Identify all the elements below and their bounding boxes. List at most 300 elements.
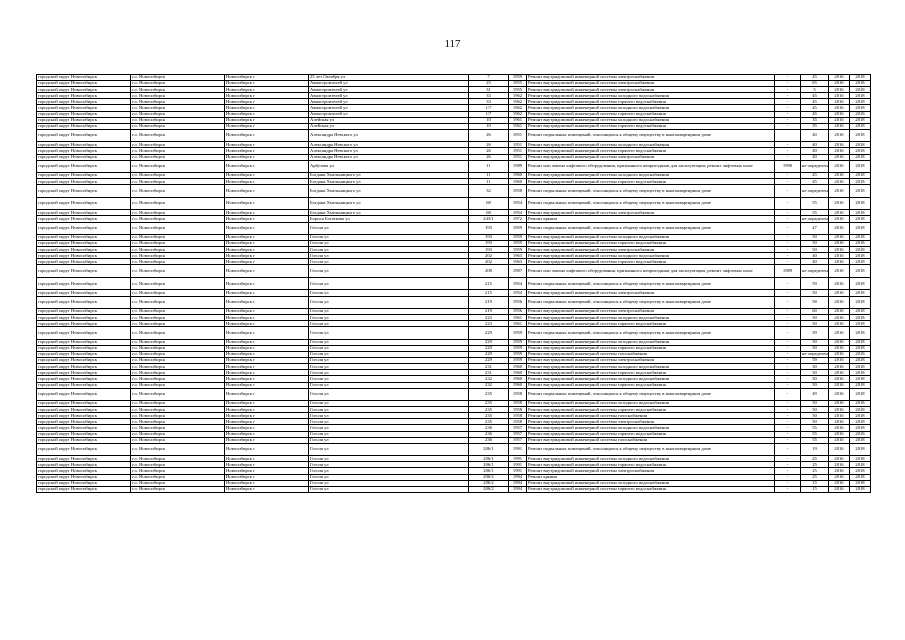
cell-settlement: г.о. Новосибирск xyxy=(131,241,225,247)
cell-amount: 50 xyxy=(801,419,829,425)
cell-work-year: - xyxy=(775,296,801,309)
cell-year-built: 1963 xyxy=(509,259,527,265)
cell-year-built: 1961 xyxy=(509,315,527,321)
cell-start-year: 2016 xyxy=(829,117,850,123)
cell-year-built: 1961 xyxy=(509,117,527,123)
cell-work: Ремонт внутридомовой инженерной системы газоснабжения xyxy=(527,413,775,419)
cell-start-year: 2016 xyxy=(829,75,850,81)
cell-amount: не определен xyxy=(802,351,828,357)
cell-street: Гоголя ул xyxy=(309,486,469,492)
cell-work: Ремонт внутридомовой инженерной системы горячего водоснабжения xyxy=(527,370,775,376)
cell-start-year: 2016 xyxy=(829,296,850,309)
cell-street: Гоголя ул xyxy=(309,315,469,321)
cell-city: Новосибирск г xyxy=(225,376,309,382)
cell-end-year: 2018 xyxy=(850,197,871,210)
cell-amount: 5 xyxy=(801,87,829,93)
cell-amount: 55 xyxy=(801,425,829,431)
cell-street: Авиастроителей ул xyxy=(309,111,469,117)
cell-house: 231 xyxy=(469,364,509,370)
cell-end-year: 2018 xyxy=(850,315,871,321)
cell-year-built: 1955 xyxy=(509,81,527,87)
cell-city: Новосибирск г xyxy=(225,123,309,129)
cell-work-year: - xyxy=(775,241,801,247)
cell-house: 229 xyxy=(469,345,509,351)
cell-amount: не определен xyxy=(801,160,829,173)
cell-municipality: городской округ Новосибирск xyxy=(37,105,131,111)
cell-house: 236 xyxy=(469,437,509,443)
cell-work-year: - xyxy=(775,468,801,474)
cell-street: Гоголя ул xyxy=(309,419,469,425)
cell-settlement: г.о. Новосибирск xyxy=(131,142,225,148)
cell-amount: 40 xyxy=(801,129,829,142)
cell-settlement: г.о. Новосибирск xyxy=(131,364,225,370)
cell-amount: 59 xyxy=(801,277,829,290)
cell-work: Ремонт внутридомовой инженерной системы горячего водоснабжения xyxy=(527,241,775,247)
cell-municipality: городской округ Новосибирск xyxy=(37,376,131,382)
cell-house: 11 xyxy=(469,160,509,173)
cell-house: 206/1 xyxy=(469,456,509,462)
cell-year-built: 1961 xyxy=(509,123,527,129)
cell-start-year: 2016 xyxy=(829,413,850,419)
cell-work-year: - xyxy=(775,259,801,265)
cell-municipality: городской округ Новосибирск xyxy=(37,117,131,123)
cell-house: 229 xyxy=(469,358,509,364)
cell-work-year: - xyxy=(775,388,801,401)
cell-end-year: 2018 xyxy=(850,265,871,278)
cell-end-year: 2018 xyxy=(850,364,871,370)
cell-street: Гоголя ул xyxy=(309,309,469,315)
cell-city: Новосибирск г xyxy=(225,142,309,148)
cell-end-year: 2018 xyxy=(850,87,871,93)
cell-end-year: 2018 xyxy=(850,327,871,340)
cell-settlement: г.о. Новосибирск xyxy=(131,123,225,129)
cell-year-built: 1959 xyxy=(509,327,527,340)
cell-work-year: - xyxy=(775,197,801,210)
cell-city: Новосибирск г xyxy=(225,370,309,376)
cell-city: Новосибирск г xyxy=(225,235,309,241)
cell-work: Ремонт подвальных помещений, относящихся к общему имуществу в многоквартирном доме xyxy=(527,222,775,235)
cell-work: Ремонт внутридомовой инженерной системы электроснабжения xyxy=(527,81,775,87)
cell-end-year: 2018 xyxy=(850,425,871,431)
cell-work-year: - xyxy=(775,321,801,327)
table-row xyxy=(37,222,871,235)
cell-house: 219 xyxy=(469,296,509,309)
cell-work-year: - xyxy=(775,401,801,407)
cell-street: Гоголя ул xyxy=(309,364,469,370)
cell-year-built: 1963 xyxy=(509,253,527,259)
cell-house: 236 xyxy=(469,425,509,431)
cell-settlement: г.о. Новосибирск xyxy=(131,358,225,364)
cell-street: Гоголя ул xyxy=(309,265,469,278)
cell-house: 232 xyxy=(469,382,509,388)
cell-settlement: г.о. Новосибирск xyxy=(131,222,225,235)
cell-year-built: 1955 xyxy=(509,87,527,93)
cell-work: Ремонт подвальных помещений, относящихся к общему имуществу в многоквартирном доме xyxy=(527,388,775,401)
cell-municipality: городской округ Новосибирск xyxy=(37,75,131,81)
cell-amount: 50 xyxy=(801,413,829,419)
cell-city: Новосибирск г xyxy=(225,413,309,419)
cell-start-year: 2016 xyxy=(829,265,850,278)
cell-end-year: 2018 xyxy=(850,309,871,315)
cell-amount: 65 xyxy=(801,81,829,87)
cell-city: Новосибирск г xyxy=(225,480,309,486)
cell-end-year: 2018 xyxy=(850,352,871,358)
cell-street: Гоголя ул xyxy=(309,462,469,468)
cell-start-year: 2016 xyxy=(829,339,850,345)
cell-city: Новосибирск г xyxy=(225,364,309,370)
cell-municipality: городской округ Новосибирск xyxy=(37,382,131,388)
cell-year-built: 1958 xyxy=(509,419,527,425)
cell-amount: 50 xyxy=(801,407,829,413)
cell-city: Новосибирск г xyxy=(225,462,309,468)
cell-amount: не определен xyxy=(802,215,828,221)
cell-amount: 39 xyxy=(801,327,829,340)
cell-street: Богдана Хмельницкого ул xyxy=(309,173,469,179)
cell-amount: не определен xyxy=(801,265,829,278)
cell-municipality: городской округ Новосибирск xyxy=(37,173,131,179)
cell-start-year: 2016 xyxy=(829,382,850,388)
cell-work-year: - xyxy=(775,277,801,290)
cell-city: Новосибирск г xyxy=(225,105,309,111)
cell-house: 25 xyxy=(469,81,509,87)
cell-work: Ремонт внутридомовой инженерной системы газоснабжения xyxy=(527,352,775,358)
cell-house: 10 xyxy=(469,123,509,129)
cell-end-year: 2018 xyxy=(850,259,871,265)
cell-house: 26 xyxy=(469,148,509,154)
cell-work-year: - xyxy=(775,253,801,259)
cell-start-year: 2016 xyxy=(829,345,850,351)
cell-start-year: 2016 xyxy=(829,431,850,437)
cell-city: Новосибирск г xyxy=(225,87,309,93)
cell-year-built: 1954 xyxy=(509,277,527,290)
cell-municipality: городской округ Новосибирск xyxy=(37,160,131,173)
cell-year-built: 1991 xyxy=(509,468,527,474)
cell-end-year: 2018 xyxy=(850,413,871,419)
cell-settlement: г.о. Новосибирск xyxy=(131,129,225,142)
cell-city: Новосибирск г xyxy=(225,437,309,443)
cell-work-year: - xyxy=(775,117,801,123)
cell-settlement: г.о. Новосибирск xyxy=(131,468,225,474)
cell-work-year: - xyxy=(775,376,801,382)
cell-start-year: 2016 xyxy=(829,105,850,111)
cell-house: 206/1 xyxy=(469,443,509,456)
cell-city: Новосибирск г xyxy=(225,93,309,99)
cell-settlement: г.о. Новосибирск xyxy=(131,480,225,486)
cell-work: Ремонт или замена лифтового оборудования, признанного непригодным для эксплуатации, ремонт лифтовых шахт xyxy=(527,265,775,278)
cell-work: Ремонт внутридомовой инженерной системы горячего водоснабжения xyxy=(527,111,775,117)
cell-city: Новосибирск г xyxy=(225,160,309,173)
table-row xyxy=(37,443,871,456)
cell-amount: 19 xyxy=(801,443,829,456)
cell-amount: 55 xyxy=(801,210,829,216)
cell-end-year: 2018 xyxy=(850,437,871,443)
cell-work: Ремонт внутридомовой инженерной системы холодного водоснабжения xyxy=(527,339,775,345)
cell-end-year: 2018 xyxy=(850,117,871,123)
cell-house: 236 xyxy=(469,431,509,437)
cell-year-built: 1960 xyxy=(509,173,527,179)
cell-work: Ремонт подвальных помещений, относящихся к общему имуществу в многоквартирном доме xyxy=(527,129,775,142)
cell-work: Ремонт внутридомовой инженерной системы холодного водоснабжения xyxy=(527,117,775,123)
cell-municipality: городской округ Новосибирск xyxy=(37,309,131,315)
cell-street: Александра Невского ул xyxy=(309,129,469,142)
cell-street: Александра Невского ул xyxy=(309,142,469,148)
cell-house: 206/2 xyxy=(469,486,509,492)
cell-year-built: 1958 xyxy=(509,407,527,413)
cell-settlement: г.о. Новосибирск xyxy=(131,247,225,253)
cell-street: Авиастроителей ул xyxy=(309,87,469,93)
cell-end-year: 2018 xyxy=(850,148,871,154)
cell-work-year: - xyxy=(775,419,801,425)
cell-settlement: г.о. Новосибирск xyxy=(131,75,225,81)
cell-settlement: г.о. Новосибирск xyxy=(131,382,225,388)
cell-work-year: - xyxy=(775,462,801,468)
cell-work-year: - xyxy=(775,154,801,160)
cell-city: Новосибирск г xyxy=(225,327,309,340)
cell-start-year: 2016 xyxy=(829,401,850,407)
cell-start-year: 2016 xyxy=(829,327,850,340)
cell-end-year: 2018 xyxy=(850,81,871,87)
cell-work-year: - xyxy=(775,222,801,235)
cell-amount: 50 xyxy=(801,235,829,241)
cell-settlement: г.о. Новосибирск xyxy=(131,370,225,376)
cell-street: Гоголя ул xyxy=(309,456,469,462)
cell-work-year: - xyxy=(775,185,801,198)
cell-municipality: городской округ Новосибирск xyxy=(37,129,131,142)
cell-work: Ремонт внутридомовой инженерной системы электроснабжения xyxy=(527,87,775,93)
cell-municipality: городской округ Новосибирск xyxy=(37,265,131,278)
cell-street: Богдана Хмельницкого ул xyxy=(309,197,469,210)
cell-amount: 15 xyxy=(801,480,829,486)
cell-work: Ремонт внутридомовой инженерной системы горячего водоснабжения xyxy=(527,321,775,327)
table-row xyxy=(37,129,871,142)
cell-end-year: 2018 xyxy=(850,277,871,290)
cell-municipality: городской округ Новосибирск xyxy=(37,315,131,321)
cell-street: Гоголя ул xyxy=(309,259,469,265)
cell-street: 25 лет Октября ул xyxy=(309,75,469,81)
cell-year-built: 1991 xyxy=(509,443,527,456)
cell-settlement: г.о. Новосибирск xyxy=(131,345,225,351)
cell-end-year: 2018 xyxy=(850,486,871,492)
cell-start-year: 2016 xyxy=(829,123,850,129)
cell-street: Авиастроителей ул xyxy=(309,93,469,99)
cell-work: Ремонт внутридомовой инженерной системы электроснабжения xyxy=(527,358,775,364)
cell-house: 31 xyxy=(469,87,509,93)
cell-amount: 50 xyxy=(801,401,829,407)
cell-city: Новосибирск г xyxy=(225,99,309,105)
cell-end-year: 2018 xyxy=(850,185,871,198)
cell-municipality: городской округ Новосибирск xyxy=(37,456,131,462)
cell-start-year: 2016 xyxy=(829,253,850,259)
cell-house: 202 xyxy=(469,253,509,259)
cell-start-year: 2016 xyxy=(829,425,850,431)
table-row xyxy=(37,486,871,492)
cell-settlement: г.о. Новосибирск xyxy=(131,148,225,154)
cell-city: Новосибирск г xyxy=(225,382,309,388)
cell-work: Ремонт крыши xyxy=(527,216,775,222)
cell-municipality: городской округ Новосибирск xyxy=(37,197,131,210)
cell-work-year: - xyxy=(775,315,801,321)
cell-work: Ремонт внутридомовой инженерной системы холодного водоснабжения xyxy=(527,173,775,179)
cell-city: Новосибирск г xyxy=(225,210,309,216)
cell-start-year: 2016 xyxy=(829,419,850,425)
cell-work-year: - xyxy=(775,142,801,148)
cell-amount: 40 xyxy=(801,148,829,154)
cell-amount: 50 xyxy=(801,345,829,351)
cell-municipality: городской округ Новосибирск xyxy=(37,216,131,222)
cell-end-year: 2018 xyxy=(850,93,871,99)
cell-work: Ремонт внутридомовой инженерной системы холодного водоснабжения xyxy=(527,480,775,486)
cell-work: Ремонт внутридомовой инженерной системы холодного водоснабжения xyxy=(527,315,775,321)
cell-municipality: городской округ Новосибирск xyxy=(37,210,131,216)
cell-settlement: г.о. Новосибирск xyxy=(131,259,225,265)
cell-start-year: 2016 xyxy=(829,87,850,93)
cell-municipality: городской округ Новосибирск xyxy=(37,87,131,93)
cell-work-year: - xyxy=(775,443,801,456)
cell-work: Ремонт внутридомовой инженерной системы горячего водоснабжения xyxy=(527,486,775,492)
cell-street: Авиастроителей ул xyxy=(309,99,469,105)
cell-house: 229 xyxy=(469,352,509,358)
cell-settlement: г.о. Новосибирск xyxy=(131,339,225,345)
cell-start-year: 2016 xyxy=(829,370,850,376)
cell-municipality: городской округ Новосибирск xyxy=(37,364,131,370)
cell-settlement: г.о. Новосибирск xyxy=(131,179,225,185)
cell-amount: 45 xyxy=(801,75,829,81)
cell-house: 215 xyxy=(469,290,509,296)
cell-municipality: городской округ Новосибирск xyxy=(37,142,131,148)
cell-start-year: 2016 xyxy=(829,486,850,492)
cell-house: 193 xyxy=(469,241,509,247)
cell-work-year: - xyxy=(775,437,801,443)
cell-year-built: 1994 xyxy=(509,480,527,486)
cell-end-year: 2018 xyxy=(850,241,871,247)
cell-work: Ремонт внутридомовой инженерной системы холодного водоснабжения xyxy=(527,364,775,370)
cell-year-built: 1959 xyxy=(509,247,527,253)
cell-amount: 45 xyxy=(801,99,829,105)
cell-work: Ремонт внутридомовой инженерной системы горячего водоснабжения xyxy=(527,99,775,105)
cell-work-year: - xyxy=(775,413,801,419)
cell-house: 193 xyxy=(469,222,509,235)
cell-settlement: г.о. Новосибирск xyxy=(131,388,225,401)
cell-settlement: г.о. Новосибирск xyxy=(131,437,225,443)
cell-house: 1/7 xyxy=(469,105,509,111)
cell-year-built: 1994 xyxy=(509,486,527,492)
cell-work-year: 1989 xyxy=(775,265,801,278)
cell-year-built: 1962 xyxy=(509,105,527,111)
cell-house: 206/1 xyxy=(469,468,509,474)
cell-settlement: г.о. Новосибирск xyxy=(131,309,225,315)
cell-municipality: городской округ Новосибирск xyxy=(37,247,131,253)
cell-city: Новосибирск г xyxy=(225,81,309,87)
cell-start-year: 2016 xyxy=(829,241,850,247)
cell-start-year: 2016 xyxy=(829,480,850,486)
cell-city: Новосибирск г xyxy=(225,296,309,309)
cell-street: Гоголя ул xyxy=(309,425,469,431)
cell-start-year: 2016 xyxy=(829,111,850,117)
cell-work-year: - xyxy=(775,87,801,93)
table-row xyxy=(37,160,871,173)
cell-end-year: 2018 xyxy=(850,111,871,117)
cell-settlement: г.о. Новосибирск xyxy=(131,321,225,327)
cell-year-built: 1959 xyxy=(509,241,527,247)
cell-work: Ремонт внутридомовой инженерной системы горячего водоснабжения xyxy=(527,462,775,468)
cell-amount: 40 xyxy=(801,259,829,265)
cell-house: 193 xyxy=(469,247,509,253)
cell-year-built: 1956 xyxy=(509,309,527,315)
cell-city: Новосибирск г xyxy=(225,468,309,474)
cell-amount: 15 xyxy=(801,486,829,492)
cell-settlement: г.о. Новосибирск xyxy=(131,296,225,309)
cell-year-built: 1954 xyxy=(509,210,527,216)
cell-municipality: городской округ Новосибирск xyxy=(37,431,131,437)
cell-work: Ремонт внутридомовой инженерной системы горячего водоснабжения xyxy=(527,345,775,351)
cell-municipality: городской округ Новосибирск xyxy=(37,486,131,492)
cell-amount: 59 xyxy=(801,358,829,364)
cell-settlement: г.о. Новосибирск xyxy=(131,443,225,456)
cell-work-year: - xyxy=(775,364,801,370)
cell-municipality: городской округ Новосибирск xyxy=(37,425,131,431)
cell-street: Гоголя ул xyxy=(309,247,469,253)
cell-end-year: 2018 xyxy=(850,443,871,456)
cell-amount: 45 xyxy=(801,111,829,117)
cell-settlement: г.о. Новосибирск xyxy=(131,154,225,160)
cell-municipality: городской округ Новосибирск xyxy=(37,81,131,87)
cell-city: Новосибирск г xyxy=(225,321,309,327)
cell-work: Ремонт внутридомовой инженерной системы холодного водоснабжения xyxy=(527,93,775,99)
cell-work-year: - xyxy=(775,309,801,315)
cell-settlement: г.о. Новосибирск xyxy=(131,81,225,87)
cell-city: Новосибирск г xyxy=(225,290,309,296)
cell-settlement: г.о. Новосибирск xyxy=(131,462,225,468)
cell-end-year: 2018 xyxy=(850,358,871,364)
cell-settlement: г.о. Новосибирск xyxy=(131,407,225,413)
cell-start-year: 2016 xyxy=(829,462,850,468)
cell-amount: 45 xyxy=(801,173,829,179)
cell-end-year: 2018 xyxy=(850,160,871,173)
cell-municipality: городской округ Новосибирск xyxy=(37,185,131,198)
cell-end-year: 2018 xyxy=(850,480,871,486)
cell-settlement: г.о. Новосибирск xyxy=(131,185,225,198)
cell-start-year: 2016 xyxy=(829,160,850,173)
cell-work-year: - xyxy=(775,247,801,253)
cell-work-year: - xyxy=(775,327,801,340)
cell-year-built: 1960 xyxy=(509,376,527,382)
cell-end-year: 2018 xyxy=(850,339,871,345)
cell-settlement: г.о. Новосибирск xyxy=(131,425,225,431)
cell-amount: 30 xyxy=(801,370,829,376)
cell-work-year: - xyxy=(775,474,801,480)
cell-municipality: городской округ Новосибирск xyxy=(37,443,131,456)
cell-city: Новосибирск г xyxy=(225,425,309,431)
cell-house: 32 xyxy=(469,185,509,198)
cell-city: Новосибирск г xyxy=(225,456,309,462)
cell-settlement: г.о. Новосибирск xyxy=(131,253,225,259)
cell-street: Гоголя ул xyxy=(309,443,469,456)
cell-amount: 30 xyxy=(801,364,829,370)
cell-year-built: 1959 xyxy=(509,345,527,351)
cell-work: Ремонт внутридомовой инженерной системы электроснабжения xyxy=(527,154,775,160)
cell-settlement: г.о. Новосибирск xyxy=(131,216,225,222)
cell-settlement: г.о. Новосибирск xyxy=(131,401,225,407)
cell-amount: 47 xyxy=(801,222,829,235)
cell-municipality: городской округ Новосибирск xyxy=(37,370,131,376)
cell-work-year: 1990 xyxy=(775,160,801,173)
cell-city: Новосибирск г xyxy=(225,222,309,235)
cell-house: 235 xyxy=(469,388,509,401)
cell-end-year: 2018 xyxy=(850,154,871,160)
cell-amount: 50 xyxy=(801,290,829,296)
cell-year-built: 1991 xyxy=(509,456,527,462)
cell-city: Новосибирск г xyxy=(225,129,309,142)
